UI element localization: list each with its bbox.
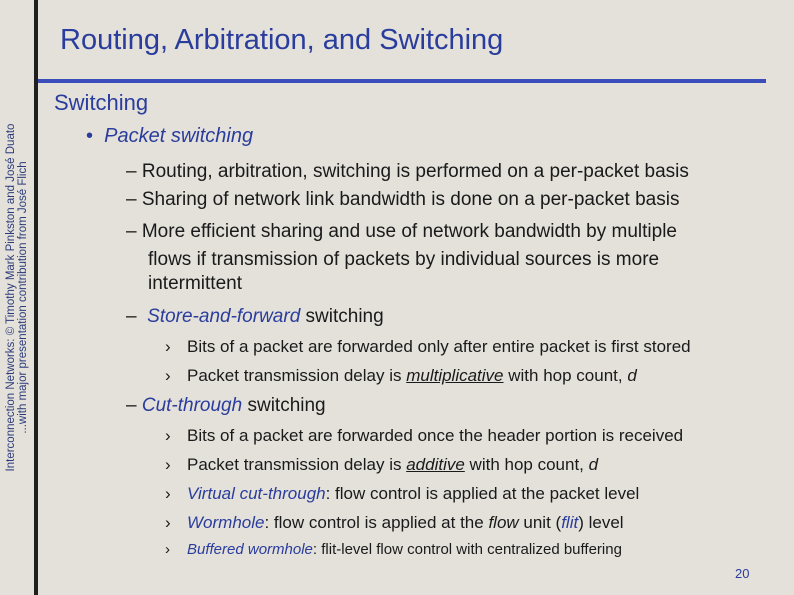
title-rule <box>38 79 766 83</box>
list-item-continuation: intermittent <box>148 273 242 294</box>
list-item: – Routing, arbitration, switching is performed on a per-packet basis <box>126 161 689 182</box>
bullet-icon: • <box>86 125 94 147</box>
bullet-packet-switching <box>86 125 253 148</box>
list-item: › Wormhole: flow control is applied at the flow unit (flit) level <box>165 513 624 532</box>
copyright-line: Interconnection Networks: © Timothy Mark Pinkston and José Duato <box>5 123 17 472</box>
page-number: 20 <box>735 566 750 581</box>
list-item: – Sharing of network link bandwidth is done on a per-packet basis <box>126 189 680 210</box>
list-item-continuation: flows if transmission of packets by individual sources is more <box>148 249 660 270</box>
store-and-forward-item: – Store-and-forward switching <box>126 306 384 327</box>
packet-heading: Packet switching <box>104 125 254 147</box>
contribution-line: ...with major presentation contribution from José Flich <box>17 161 29 434</box>
list-item: – More efficient sharing and use of network bandwidth by multiple <box>126 221 677 242</box>
list-item: › Virtual cut-through: flow control is applied at the packet level <box>165 484 640 503</box>
list-item: › Bits of a packet are forwarded once the header portion is received <box>165 426 684 445</box>
slide-title: Routing, Arbitration, and Switching <box>60 24 504 56</box>
vertical-divider <box>34 0 38 595</box>
sidebar <box>0 0 34 595</box>
sidebar-copyright <box>0 0 34 595</box>
list-item: › Packet transmission delay is multiplicative with hop count, d <box>165 366 637 385</box>
list-item: › Bits of a packet are forwarded only after entire packet is first stored <box>165 337 691 356</box>
list-item: › Packet transmission delay is additive with hop count, d <box>165 455 599 474</box>
list-item: › Buffered wormhole: flit-level flow control with centralized buffering <box>165 541 622 558</box>
cut-through-item: – Cut-through switching <box>126 395 326 416</box>
section-heading: Switching <box>54 90 149 115</box>
